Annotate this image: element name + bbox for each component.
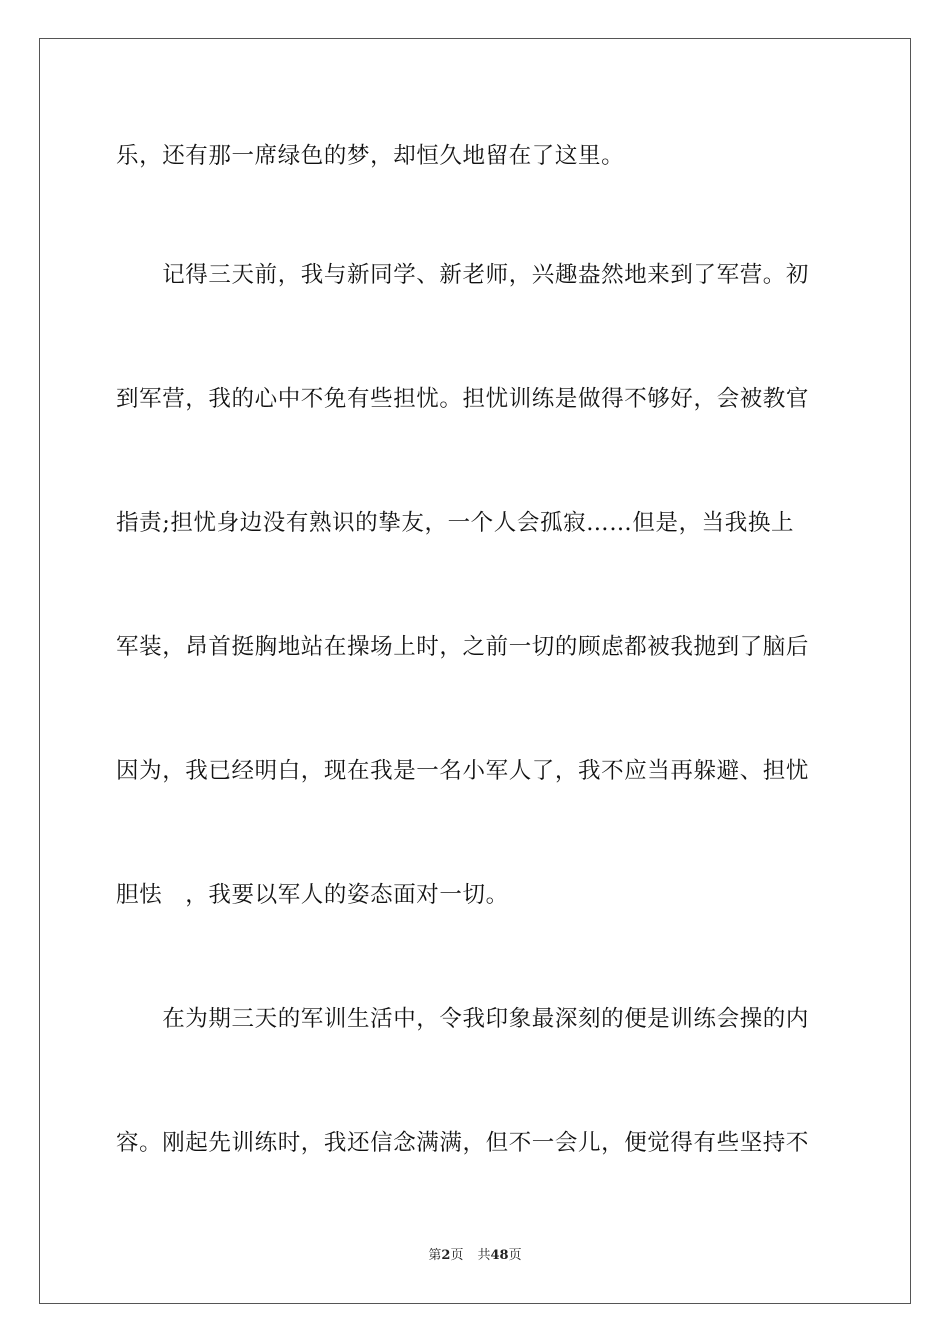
body-text-line: 军装，昂首挺胸地站在操场上时，之前一切的顾虑都被我抛到了脑后 [116, 634, 810, 660]
total-prefix: 共 [477, 1248, 491, 1263]
body-text-line: 容。刚起先训练时，我还信念满满，但不一会儿，便觉得有些坚持不 [116, 1130, 810, 1156]
body-text-line: 胆怯 ，我要以军人的姿态面对一切。 [116, 882, 509, 908]
page-footer [0, 1248, 950, 1264]
body-text-line: 记得三天前，我与新同学、新老师，兴趣盎然地来到了军营。初 [116, 262, 810, 288]
body-text-line: 因为，我已经明白，现在我是一名小军人了，我不应当再躲避、担忧 [116, 758, 810, 784]
body-text-line: 指责;担忧身边没有熟识的挚友，一个人会孤寂……但是，当我换上 [116, 510, 795, 536]
body-text-line: 乐，还有那一席绿色的梦，却恒久地留在了这里。 [116, 143, 625, 169]
page-border [39, 38, 911, 1304]
page-suffix: 页 [450, 1248, 464, 1263]
page-number: 2 [441, 1248, 451, 1263]
page-prefix: 第 [428, 1248, 442, 1263]
body-text-line: 在为期三天的军训生活中，令我印象最深刻的便是训练会操的内 [116, 1006, 810, 1032]
body-text-line: 到军营，我的心中不免有些担忧。担忧训练是做得不够好，会被教官 [116, 386, 810, 412]
total-pages: 48 [490, 1248, 509, 1263]
total-suffix: 页 [508, 1248, 522, 1263]
